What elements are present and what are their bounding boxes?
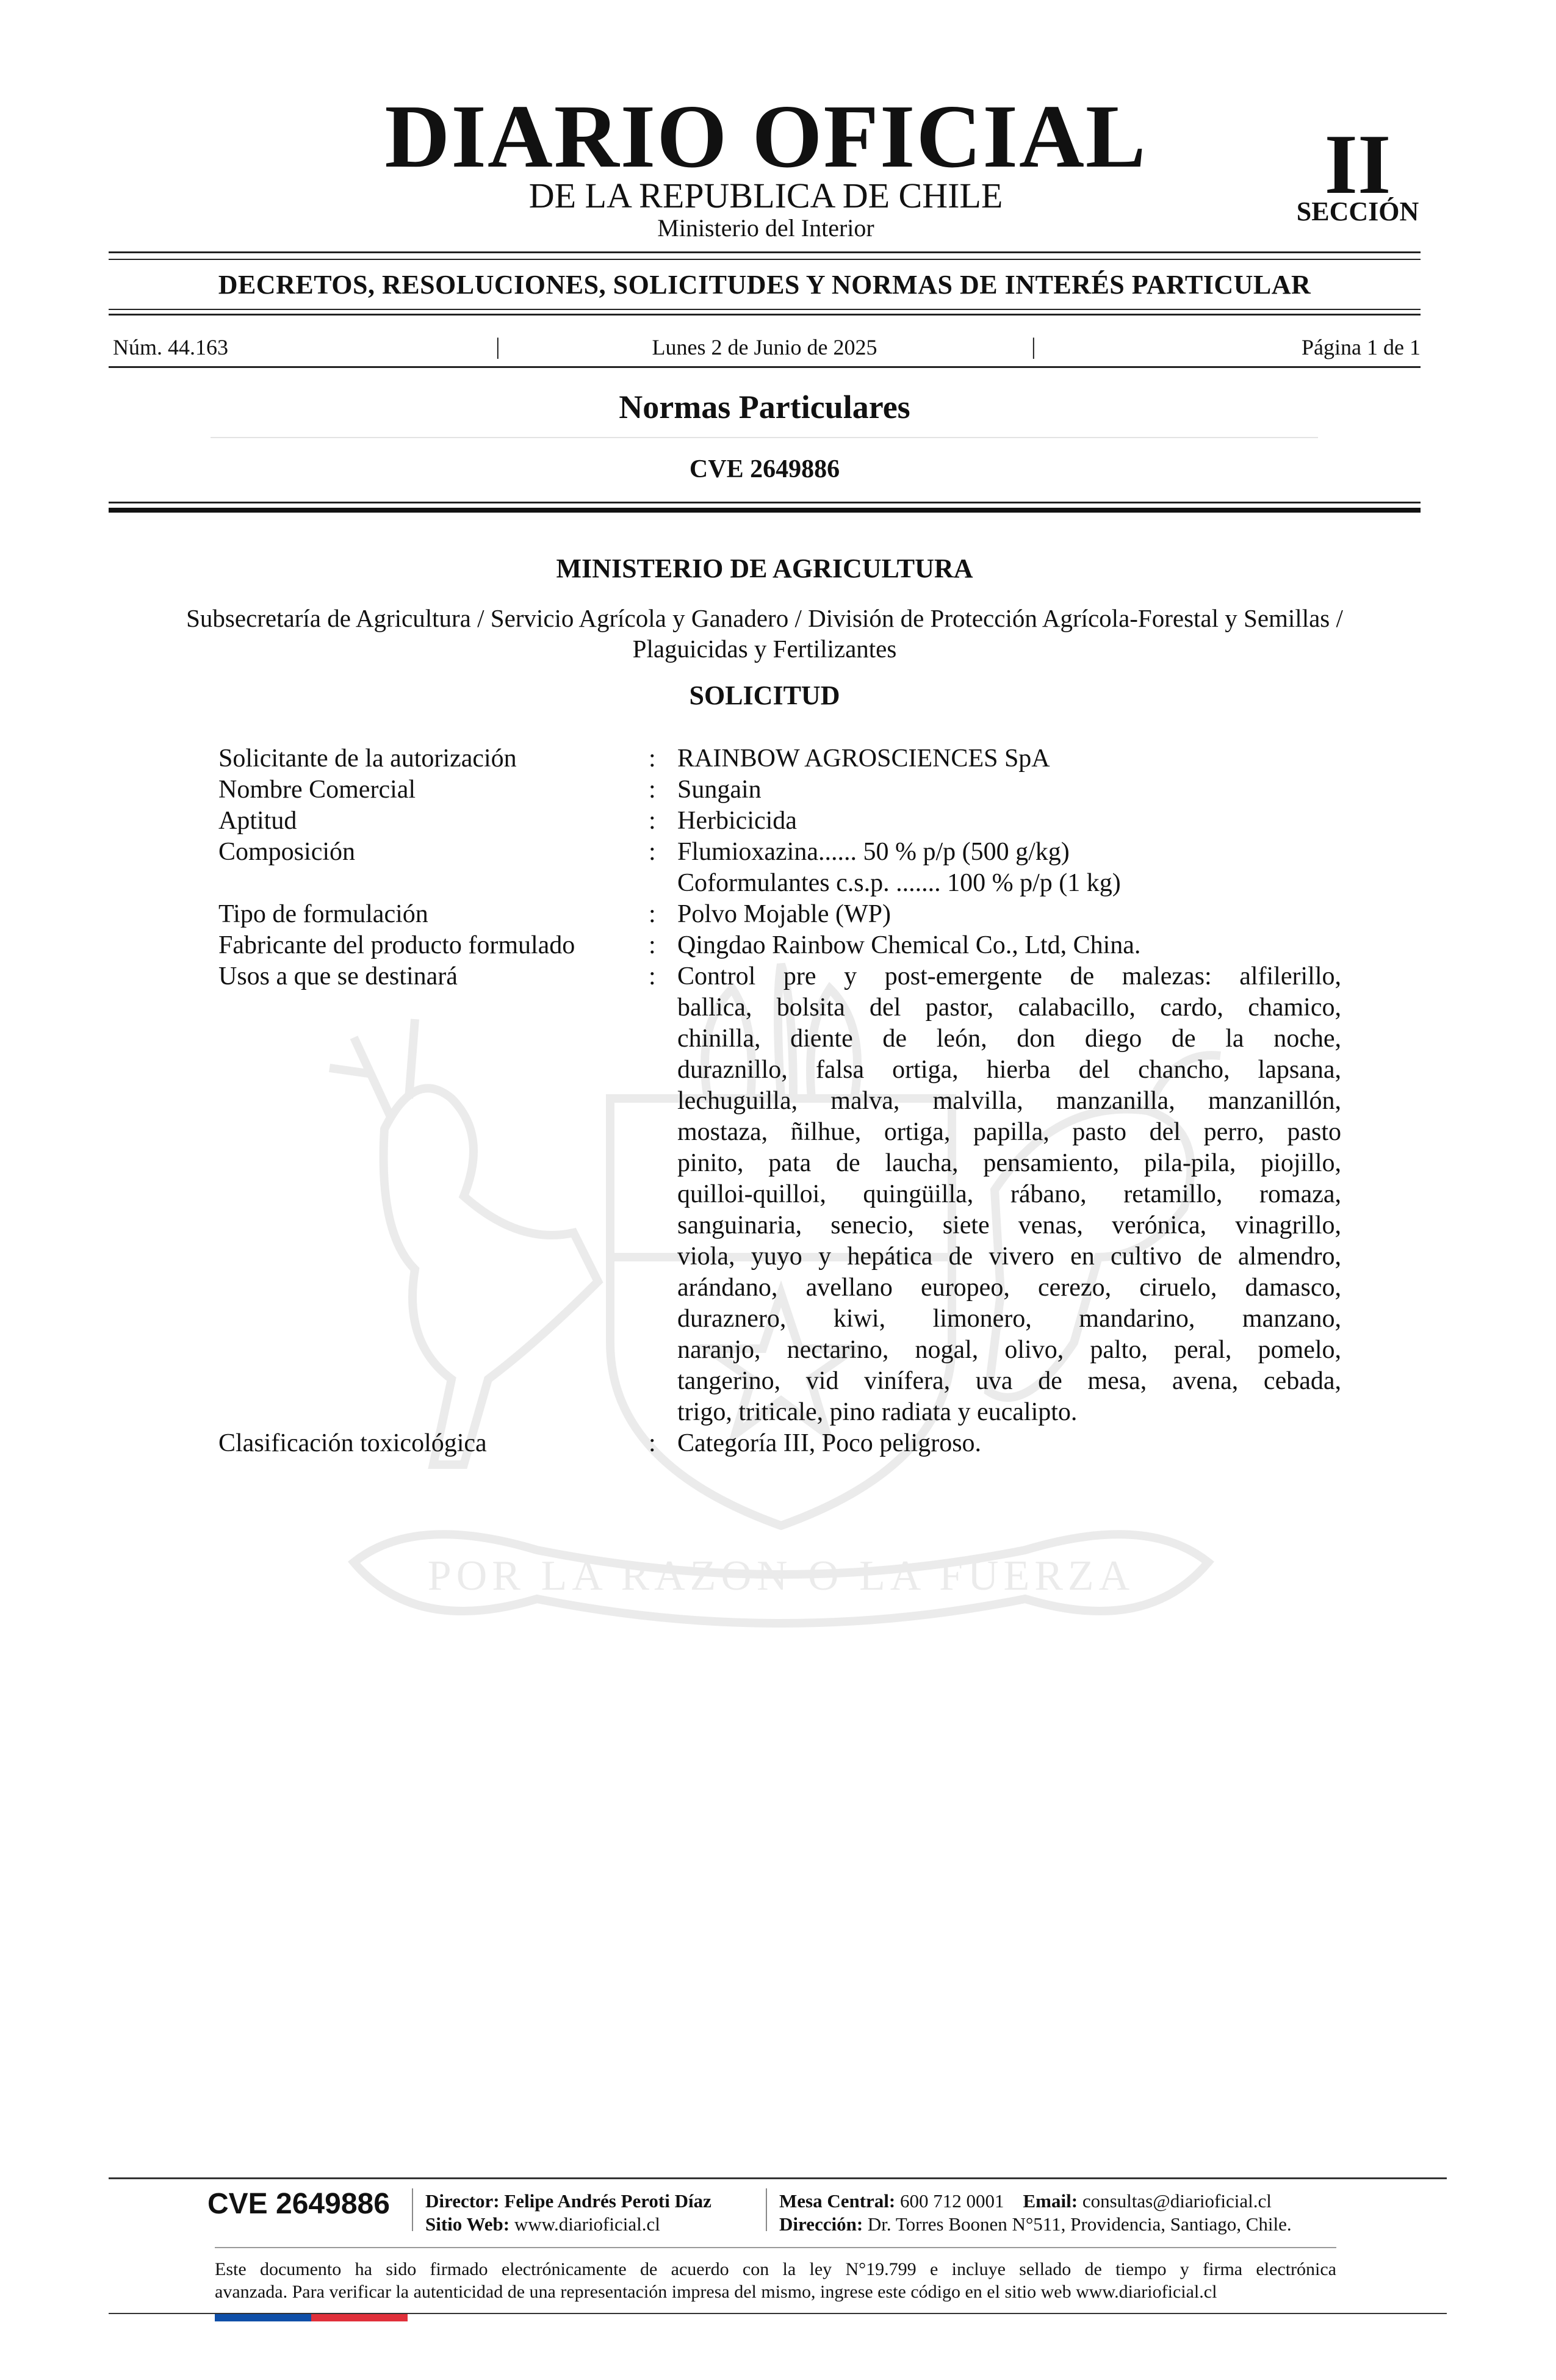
field-label: Aptitud — [218, 807, 297, 835]
uses-line: mostaza, ñilhue, ortiga, papilla, pasto del perro, pasto — [677, 1118, 1341, 1146]
field-value — [677, 837, 1341, 899]
section-numeral: II — [1324, 117, 1391, 212]
masthead-ministry: Ministerio del Interior — [657, 214, 874, 242]
uses-line: viola, yuyo y hepática de vivero en cultivo de almendro, — [677, 1242, 1341, 1271]
email-label: Email: — [1023, 2190, 1078, 2212]
field-value — [677, 961, 1341, 1428]
flag-stripe-red — [311, 2314, 408, 2321]
field-row-formulation — [218, 899, 1341, 930]
field-colon: : — [649, 1429, 656, 1457]
address-label: Dirección: — [779, 2213, 863, 2235]
section-word: SECCIÓN — [1296, 197, 1419, 226]
field-colon: : — [649, 900, 656, 928]
field-value: Herbicicida — [677, 807, 797, 835]
banner-rule — [109, 314, 1421, 316]
uses-line: naranjo, nectarino, nogal, olivo, palto, peral, pomelo, — [677, 1336, 1341, 1364]
header-rule-thick — [109, 508, 1421, 513]
uses-line: arándano, avellano europeo, cerezo, ciruelo, damasco, — [677, 1274, 1341, 1302]
field-label: Nombre Comercial — [218, 776, 416, 804]
uses-line: quilloi-quilloi, quingüilla, rábano, retamillo, romaza, — [677, 1180, 1341, 1208]
uses-line: chinilla, diente de león, don diego de la noche, — [677, 1025, 1341, 1053]
request-fields — [218, 743, 1341, 1459]
field-colon: : — [649, 838, 656, 866]
uses-line: sanguinaria, senecio, siete venas, verónica, vinagrillo, — [677, 1211, 1341, 1239]
uses-line: tangerino, vid vinífera, uva de mesa, avena, cebada, — [677, 1367, 1341, 1395]
section-banner: DECRETOS, RESOLUCIONES, SOLICITUDES Y NORMAS DE INTERÉS PARTICULAR — [218, 270, 1311, 300]
address-text: Dr. Torres Boonen N°511, Providencia, Santiago, Chile. — [867, 2213, 1292, 2235]
uses-line: lechuguilla, malva, malvilla, manzanilla, manzanillón, — [677, 1087, 1341, 1115]
footer-separator — [766, 2188, 767, 2231]
issue-separator: | — [1031, 334, 1036, 359]
masthead-rule-thin — [109, 259, 1421, 260]
website-link[interactable]: www.diarioficial.cl — [514, 2213, 660, 2235]
legal-line: Este documento ha sido firmado electrónicamente de acuerdo con la ley N°19.799 e incluye sellado de tiempo y firma electrónica — [215, 2259, 1336, 2279]
uses-line: duraznillo, falsa ortiga, hierba del chancho, lapsana, — [677, 1056, 1341, 1084]
norm-title-rule — [211, 437, 1318, 438]
masthead-subtitle: DE LA REPUBLICA DE CHILE — [528, 176, 1003, 215]
composition-line: Flumioxazina...... 50 % p/p (500 g/kg) — [677, 838, 1070, 866]
composition-line: Coformulantes c.s.p. ....... 100 % p/p (1 kg) — [677, 869, 1121, 897]
uses-line: Control pre y post-emergente de malezas: alfilerillo, — [677, 962, 1341, 990]
uses-line: trigo, triticale, pino radiata y eucalipto. — [677, 1398, 1078, 1426]
masthead-title: DIARIO OFICIAL — [384, 87, 1147, 187]
field-row-applicant — [218, 743, 1341, 774]
field-label: Clasificación toxicológica — [218, 1429, 487, 1457]
field-row-composition — [218, 837, 1341, 899]
issue-separator: | — [495, 334, 500, 359]
field-row-uses — [218, 961, 1341, 1428]
ministry-heading: MINISTERIO DE AGRICULTURA — [556, 554, 973, 583]
field-label: Composición — [218, 838, 356, 866]
footer-cve-code: CVE 2649886 — [207, 2188, 390, 2220]
legal-line: avanzada. Para verificar la autenticidad de una representación impresa del mismo, ingrese este código en el sitio web www.diarioficial.cl — [215, 2282, 1217, 2302]
field-label: Solicitante de la autorización — [218, 745, 517, 773]
dependency-path — [109, 603, 1421, 664]
norm-title: Normas Particulares — [619, 389, 910, 425]
field-value: Sungain — [677, 776, 762, 804]
field-label: Tipo de formulación — [218, 900, 428, 928]
field-colon: : — [649, 962, 656, 990]
header-rule-thin — [109, 502, 1421, 503]
field-label: Usos a que se destinará — [218, 962, 458, 990]
field-row-toxicology — [218, 1428, 1341, 1459]
field-colon: : — [649, 776, 656, 804]
footer-director-block — [425, 2190, 711, 2236]
dependency-line: Plaguicidas y Fertilizantes — [632, 635, 897, 663]
field-colon: : — [649, 745, 656, 773]
director-name: Felipe Andrés Peroti Díaz — [504, 2190, 711, 2212]
footer-separator — [412, 2188, 413, 2231]
issue-page: Página 1 de 1 — [1302, 335, 1421, 359]
document-type: SOLICITUD — [689, 680, 840, 710]
uses-line: duraznero, kiwi, limonero, mandarino, manzano, — [677, 1305, 1341, 1333]
field-value: Categoría III, Poco peligroso. — [677, 1429, 982, 1457]
field-colon: : — [649, 931, 656, 959]
phone-number: 600 712 0001 — [900, 2190, 1004, 2212]
dependency-line: Subsecretaría de Agricultura / Servicio Agrícola y Ganadero / División de Protección Agrícola-Forestal y Semillas / — [186, 604, 1343, 632]
email-link[interactable]: consultas@diarioficial.cl — [1082, 2190, 1272, 2212]
footer-legal-notice — [215, 2258, 1336, 2303]
field-value: Polvo Mojable (WP) — [677, 900, 891, 928]
phone-label: Mesa Central: — [779, 2190, 896, 2212]
masthead-rule — [109, 251, 1421, 253]
banner-rule-thin — [109, 309, 1421, 310]
field-label: Fabricante del producto formulado — [218, 931, 575, 959]
cve-heading: CVE 2649886 — [689, 455, 840, 483]
field-row-trade-name — [218, 774, 1341, 806]
watermark-motto: POR LA RAZON O LA FUERZA — [427, 1552, 1135, 1599]
footer-mid-rule — [215, 2247, 1336, 2248]
field-colon: : — [649, 807, 656, 835]
field-value: RAINBOW AGROSCIENCES SpA — [677, 745, 1050, 773]
footer-top-rule — [109, 2177, 1447, 2179]
director-label: Director: — [425, 2190, 500, 2212]
uses-line: ballica, bolsita del pastor, calabacillo, cardo, chamico, — [677, 993, 1341, 1022]
issue-number: Núm. 44.163 — [113, 335, 228, 359]
issue-date: Lunes 2 de Junio de 2025 — [652, 335, 877, 359]
website-label: Sitio Web: — [425, 2213, 510, 2235]
footer-contact-block — [779, 2190, 1292, 2236]
field-value: Qingdao Rainbow Chemical Co., Ltd, China. — [677, 931, 1141, 959]
flag-stripe-blue — [215, 2314, 311, 2321]
uses-line: pinito, pata de laucha, pensamiento, pila-pila, piojillo, — [677, 1149, 1341, 1177]
field-row-manufacturer — [218, 930, 1341, 961]
field-row-aptitude — [218, 806, 1341, 837]
issue-rule — [109, 366, 1421, 368]
